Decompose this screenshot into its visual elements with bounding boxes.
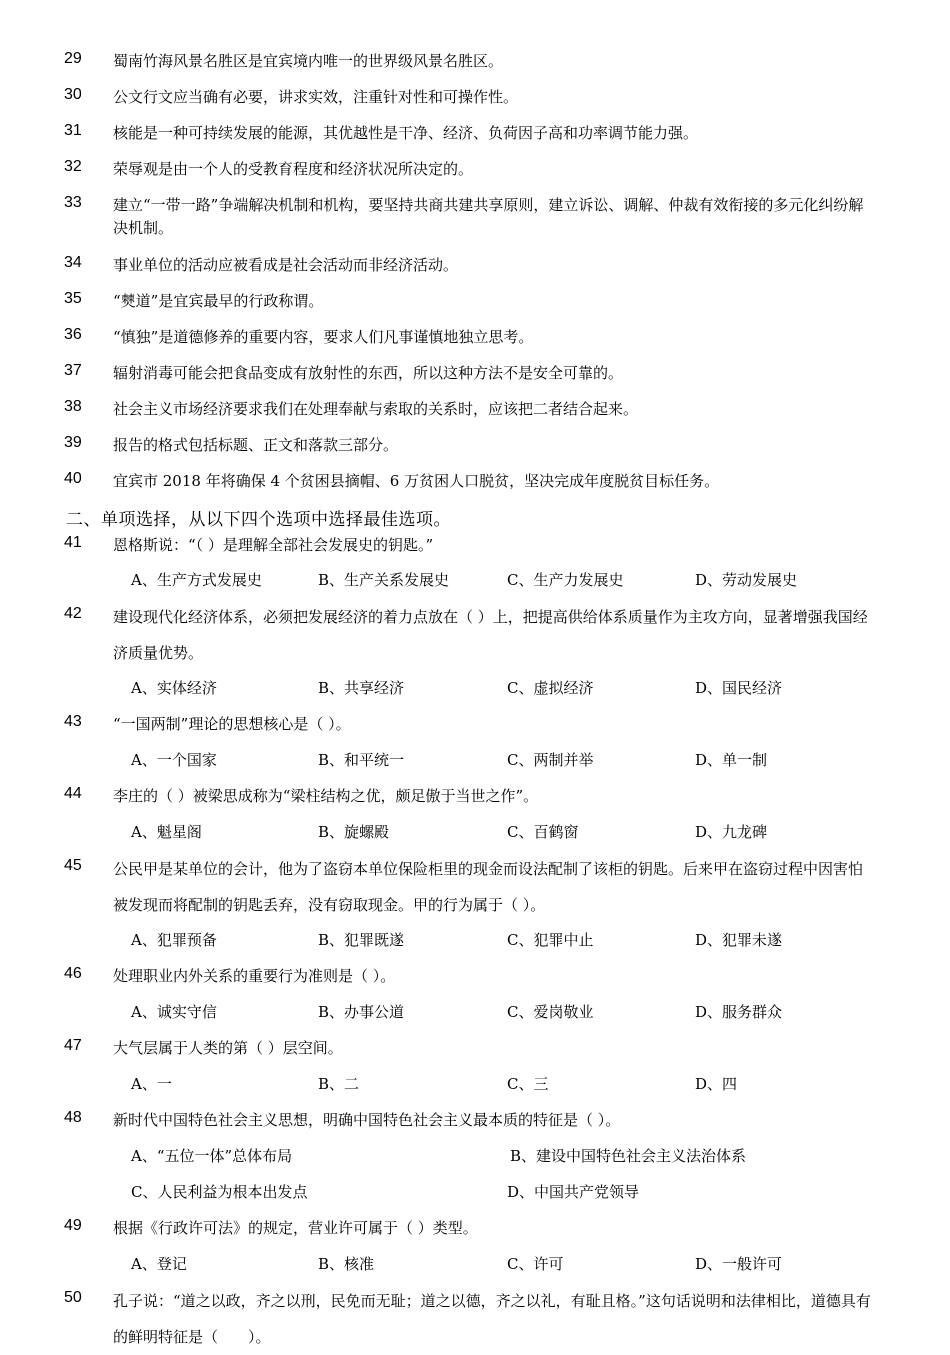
question-text: 孔子说：“道之以政，齐之以刑，民免而无耻；道之以德，齐之以礼，有耻且格。”这句话说明和法律相比，道德具有的鲜明特征是（ ）。 xyxy=(113,1292,871,1346)
option-d: D、一般许可 xyxy=(695,1255,783,1273)
option-b: B、旋螺殿 xyxy=(318,823,390,841)
question-text: 辐射消毒可能会把食品变成有放射性的东西，所以这种方法不是安全可靠的。 xyxy=(113,364,624,382)
question-text: 李庄的（ ）被梁思成称为“梁柱结构之优，颇足傲于当世之作”。 xyxy=(113,787,539,805)
option-b: B、和平统一 xyxy=(318,751,405,769)
question-number: 42 xyxy=(64,605,82,622)
question-number: 35 xyxy=(64,290,82,307)
option-d: D、四 xyxy=(695,1075,738,1093)
option-d: D、服务群众 xyxy=(695,1003,783,1021)
question-number: 43 xyxy=(64,713,82,730)
question-text: 核能是一种可持续发展的能源，其优越性是干净、经济、负荷因子高和功率调节能力强。 xyxy=(113,124,699,142)
question-text: 大气层属于人类的第（ ）层空间。 xyxy=(113,1039,343,1057)
question-text: 根据《行政许可法》的规定，营业许可属于（ ）类型。 xyxy=(113,1219,478,1237)
option-c: C、犯罪中止 xyxy=(507,931,594,949)
option-d: D、九龙碑 xyxy=(695,823,768,841)
question-number: 32 xyxy=(64,158,82,175)
option-b: B、办事公道 xyxy=(318,1003,405,1021)
option-a: A、生产方式发展史 xyxy=(131,571,262,589)
option-b: B、共享经济 xyxy=(318,679,405,697)
option-b: B、二 xyxy=(318,1075,360,1093)
question-number: 31 xyxy=(64,122,82,139)
option-c: C、爱岗敬业 xyxy=(507,1003,594,1021)
option-c: C、三 xyxy=(507,1075,549,1093)
option-a: A、一 xyxy=(131,1075,172,1093)
question-text: 新时代中国特色社会主义思想，明确中国特色社会主义最本质的特征是（ ）。 xyxy=(113,1111,621,1129)
question-text: 蜀南竹海风景名胜区是宜宾境内唯一的世界级风景名胜区。 xyxy=(113,52,504,70)
question-number: 46 xyxy=(64,965,82,982)
question-text: “一国两制”理论的思想核心是（ ）。 xyxy=(113,715,351,733)
question-text: 报告的格式包括标题、正文和落款三部分。 xyxy=(113,436,399,454)
question-number: 48 xyxy=(64,1109,82,1126)
option-c: C、虚拟经济 xyxy=(507,679,594,697)
option-b: B、犯罪既遂 xyxy=(318,931,405,949)
question-number: 30 xyxy=(64,86,82,103)
option-c: C、许可 xyxy=(507,1255,564,1273)
question-number: 50 xyxy=(64,1289,82,1306)
option-d: D、犯罪未遂 xyxy=(695,931,783,949)
option-d: D、国民经济 xyxy=(695,679,783,697)
question-number: 34 xyxy=(64,254,82,271)
option-d: D、中国共产党领导 xyxy=(507,1183,640,1201)
question-text: 处理职业内外关系的重要行为准则是（ ）。 xyxy=(113,967,396,985)
question-number: 40 xyxy=(64,470,82,487)
question-text: 公民甲是某单位的会计，他为了盗窃本单位保险柜里的现金而设法配制了该柜的钥匙。后来甲在盗窃过程中因害怕被发现而将配制的钥匙丢弃，没有窃取现金。甲的行为属于（ ）。 xyxy=(113,860,864,914)
question-number: 33 xyxy=(64,194,82,211)
option-a: A、魁星阁 xyxy=(131,823,202,841)
question-number: 29 xyxy=(64,50,82,67)
question-text: 荣辱观是由一个人的受教育程度和经济状况所决定的。 xyxy=(113,160,474,178)
option-a: A、“五位一体”总体布局 xyxy=(131,1147,293,1165)
option-d: D、劳动发展史 xyxy=(695,571,798,589)
option-c: C、生产力发展史 xyxy=(507,571,624,589)
question-text: 建立“一带一路”争端解决机制和机构，要坚持共商共建共享原则，建立诉讼、调解、仲裁有效衔接的多元化纠纷解决机制。 xyxy=(113,196,864,237)
question-number: 37 xyxy=(64,362,82,379)
question-text: 社会主义市场经济要求我们在处理奉献与索取的关系时，应该把二者结合起来。 xyxy=(113,400,639,418)
section-title: 二、单项选择，从以下四个选项中选择最佳选项。 xyxy=(66,510,451,530)
question-number: 41 xyxy=(64,534,82,551)
option-d: D、单一制 xyxy=(695,751,768,769)
option-a: A、登记 xyxy=(131,1255,187,1273)
question-number: 39 xyxy=(64,434,82,451)
option-b: B、生产关系发展史 xyxy=(318,571,450,589)
question-text: 建设现代化经济体系，必须把发展经济的着力点放在（ ）上，把提高供给体系质量作为主攻方向，显著增强我国经济质量优势。 xyxy=(113,608,868,662)
question-number: 44 xyxy=(64,785,82,802)
question-number: 45 xyxy=(64,857,82,874)
option-a: A、实体经济 xyxy=(131,679,217,697)
question-text: “慎独”是道德修养的重要内容，要求人们凡事谨慎地独立思考。 xyxy=(113,328,534,346)
question-number: 47 xyxy=(64,1037,82,1054)
option-c: C、两制并举 xyxy=(507,751,594,769)
question-text: 事业单位的活动应被看成是社会活动而非经济活动。 xyxy=(113,256,459,274)
option-c: C、人民利益为根本出发点 xyxy=(131,1183,308,1201)
question-text: “僰道”是宜宾最早的行政称谓。 xyxy=(113,292,324,310)
question-number: 49 xyxy=(64,1217,82,1234)
option-c: C、百鹤窗 xyxy=(507,823,579,841)
question-text: 恩格斯说：“（ ）是理解全部社会发展史的钥匙。” xyxy=(113,536,434,554)
option-a: A、诚实守信 xyxy=(131,1003,217,1021)
question-number: 36 xyxy=(64,326,82,343)
question-text: 公文行文应当确有必要，讲求实效，注重针对性和可操作性。 xyxy=(113,88,519,106)
option-a: A、一个国家 xyxy=(131,751,217,769)
option-b: B、建设中国特色社会主义法治体系 xyxy=(510,1147,747,1165)
question-text: 宜宾市 2018 年将确保 4 个贫困县摘帽、6 万贫困人口脱贫，坚决完成年度脱贫目标任务。 xyxy=(113,472,720,490)
option-a: A、犯罪预备 xyxy=(131,931,217,949)
option-b: B、核准 xyxy=(318,1255,375,1273)
question-number: 38 xyxy=(64,398,82,415)
